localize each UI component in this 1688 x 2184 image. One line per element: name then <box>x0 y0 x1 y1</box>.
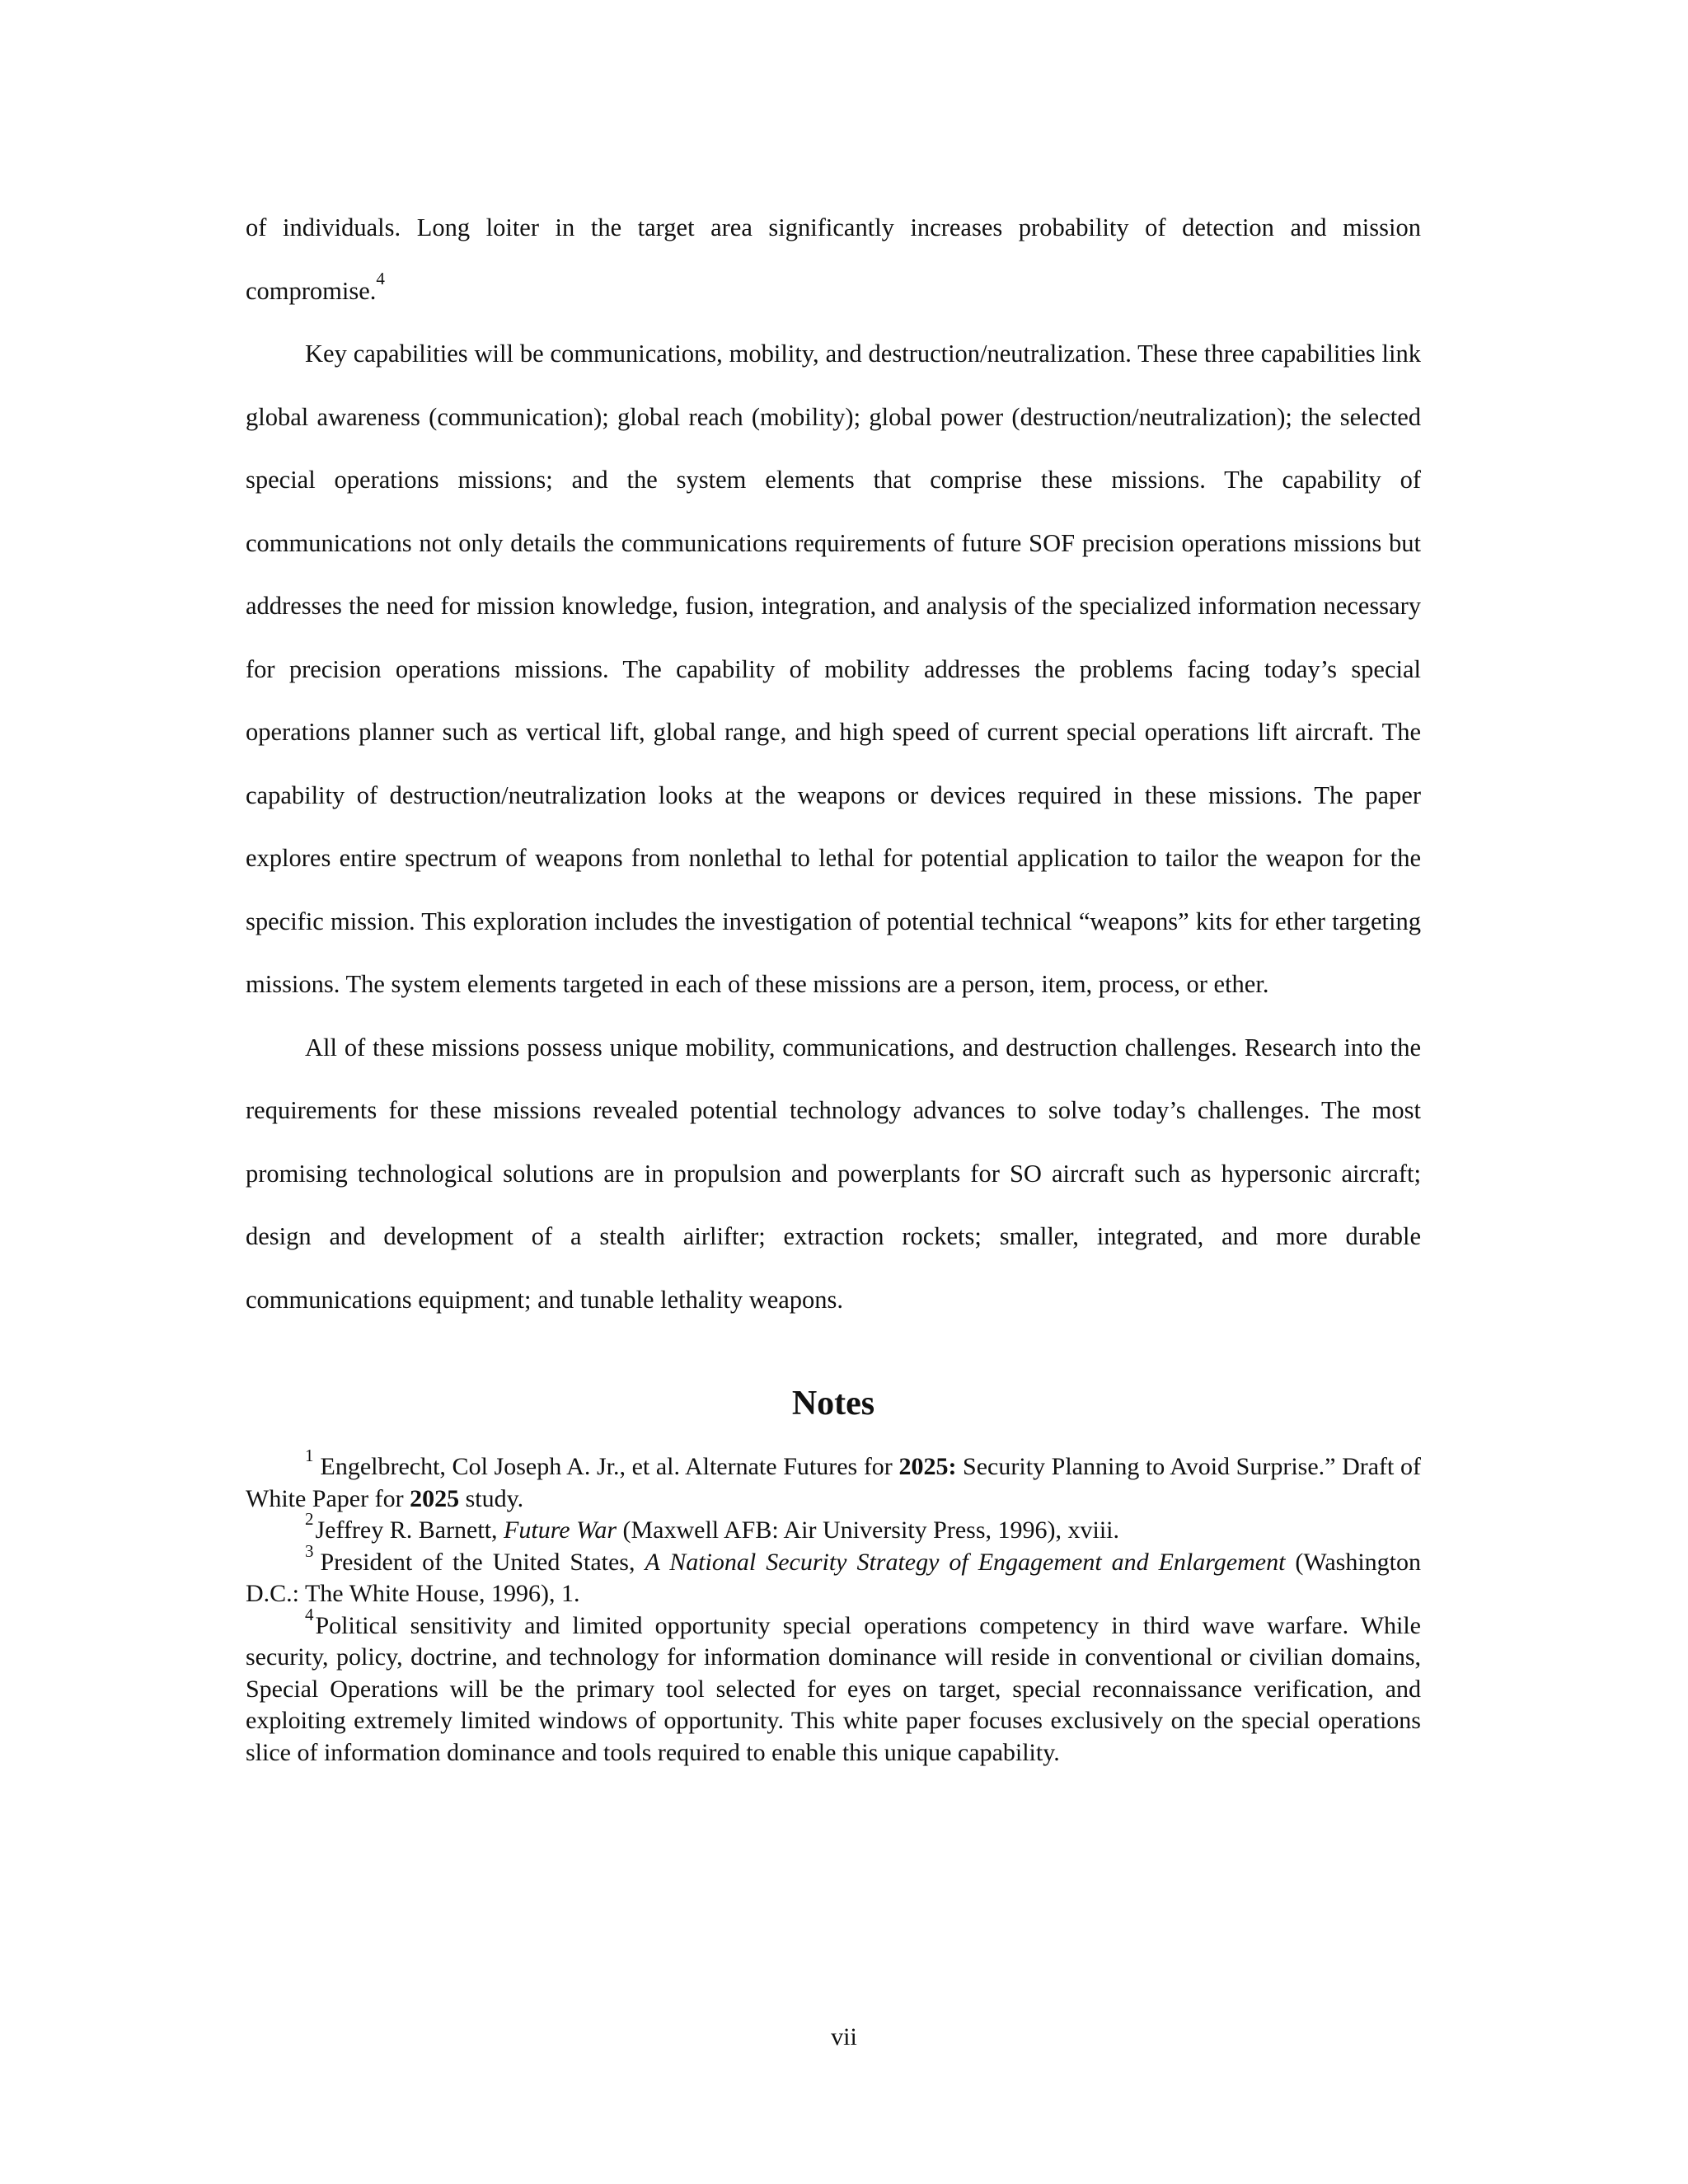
footnote-text: (Maxwell AFB: Air University Press, 1996), xviii. <box>617 1516 1119 1544</box>
footnote-number: 3 <box>305 1540 314 1561</box>
paragraph-2: Key capabilities will be communications, mobility, and destruction/neutralization. These three capabilities link global awareness (communication); global reach (mobility); global power (destruction/neutralization); the selected special operations missions; and the system elements that comprise these missions. The capability of communications not only details the communications requirements of future SOF precision operations missions but addresses the need for mission knowledge, fusion, integration, and analysis of the specialized information necessary for precision operations missions. The capability of mobility addresses the problems facing today’s special operations planner such as vertical lift, global range, and high speed of current special operations lift aircraft. The capability of destruction/neutralization looks at the weapons or devices required in these missions. The paper explores entire spectrum of weapons from nonlethal to lethal for potential application to tailor the weapon for the specific mission. This exploration includes the investigation of potential technical “weapons” kits for ether targeting missions. The system elements targeted in each of these missions are a person, item, process, or ether. <box>246 340 1421 998</box>
footnote-number: 1 <box>305 1446 314 1465</box>
footnote-text: study. <box>459 1484 524 1512</box>
footnote-ref-4[interactable]: 4 <box>376 268 385 288</box>
page-number: vii <box>831 2023 857 2050</box>
footnote-italic: A National Security Strategy of Engagement and Enlargement <box>645 1548 1286 1576</box>
footnote-text: Security Planning to Avoid Surprise.” Draft of White Paper for <box>246 1453 1421 1512</box>
footnote-text: Political sensitivity and limited opportunity special operations competency in third wave warfare. While security, policy, doctrine, and technology for information dominance will reside in conventional or civilian domains, Special Operations will be the primary tool selected for eyes on target, special reconnaissance verification, and exploiting extremely limited windows of opportunity. This white paper focuses exclusively on the special operations slice of information dominance and tools required to enable this unique capability. <box>246 1611 1421 1766</box>
page-content <box>246 196 1421 1769</box>
footnote-1 <box>246 1446 1421 1515</box>
notes-heading: Notes <box>791 1385 875 1422</box>
footnote-text: Jeffrey R. Barnett, <box>315 1516 504 1544</box>
footnote-text: Engelbrecht, Col Joseph A. Jr., et al. Alternate Futures for <box>320 1453 899 1480</box>
footnote-number: 2 <box>305 1509 314 1529</box>
footnote-bold: 2025 <box>410 1484 460 1512</box>
paragraph-1-text: of individuals. Long loiter in the target area significantly increases probability of detection and mission compromise. <box>246 213 1421 305</box>
footnote-text: (Washington D.C.: The White House, 1996), 1. <box>246 1548 1421 1607</box>
paragraph-3: All of these missions possess unique mobility, communications, and destruction challenges. Research into the requirements for these missions revealed potential technology advances to solve today’s challenges. The most promising technological solutions are in propulsion and powerplants for SO aircraft such as hypersonic aircraft; design and development of a stealth airlifter; extraction rockets; smaller, integrated, and more durable communications equipment; and tunable lethality weapons. <box>246 1033 1421 1314</box>
body-text <box>246 196 1421 1331</box>
footnote-bold: 2025: <box>898 1453 957 1480</box>
footnote-number: 4 <box>305 1604 314 1624</box>
footnote-2 <box>246 1509 1421 1547</box>
footnote-italic: Future War <box>504 1516 617 1544</box>
notes-section <box>246 1446 1421 1769</box>
footnote-3 <box>246 1540 1421 1610</box>
paragraph-1 <box>246 196 1421 322</box>
footnote-4 <box>246 1604 1421 1769</box>
footnote-text: President of the United States, <box>320 1548 645 1576</box>
